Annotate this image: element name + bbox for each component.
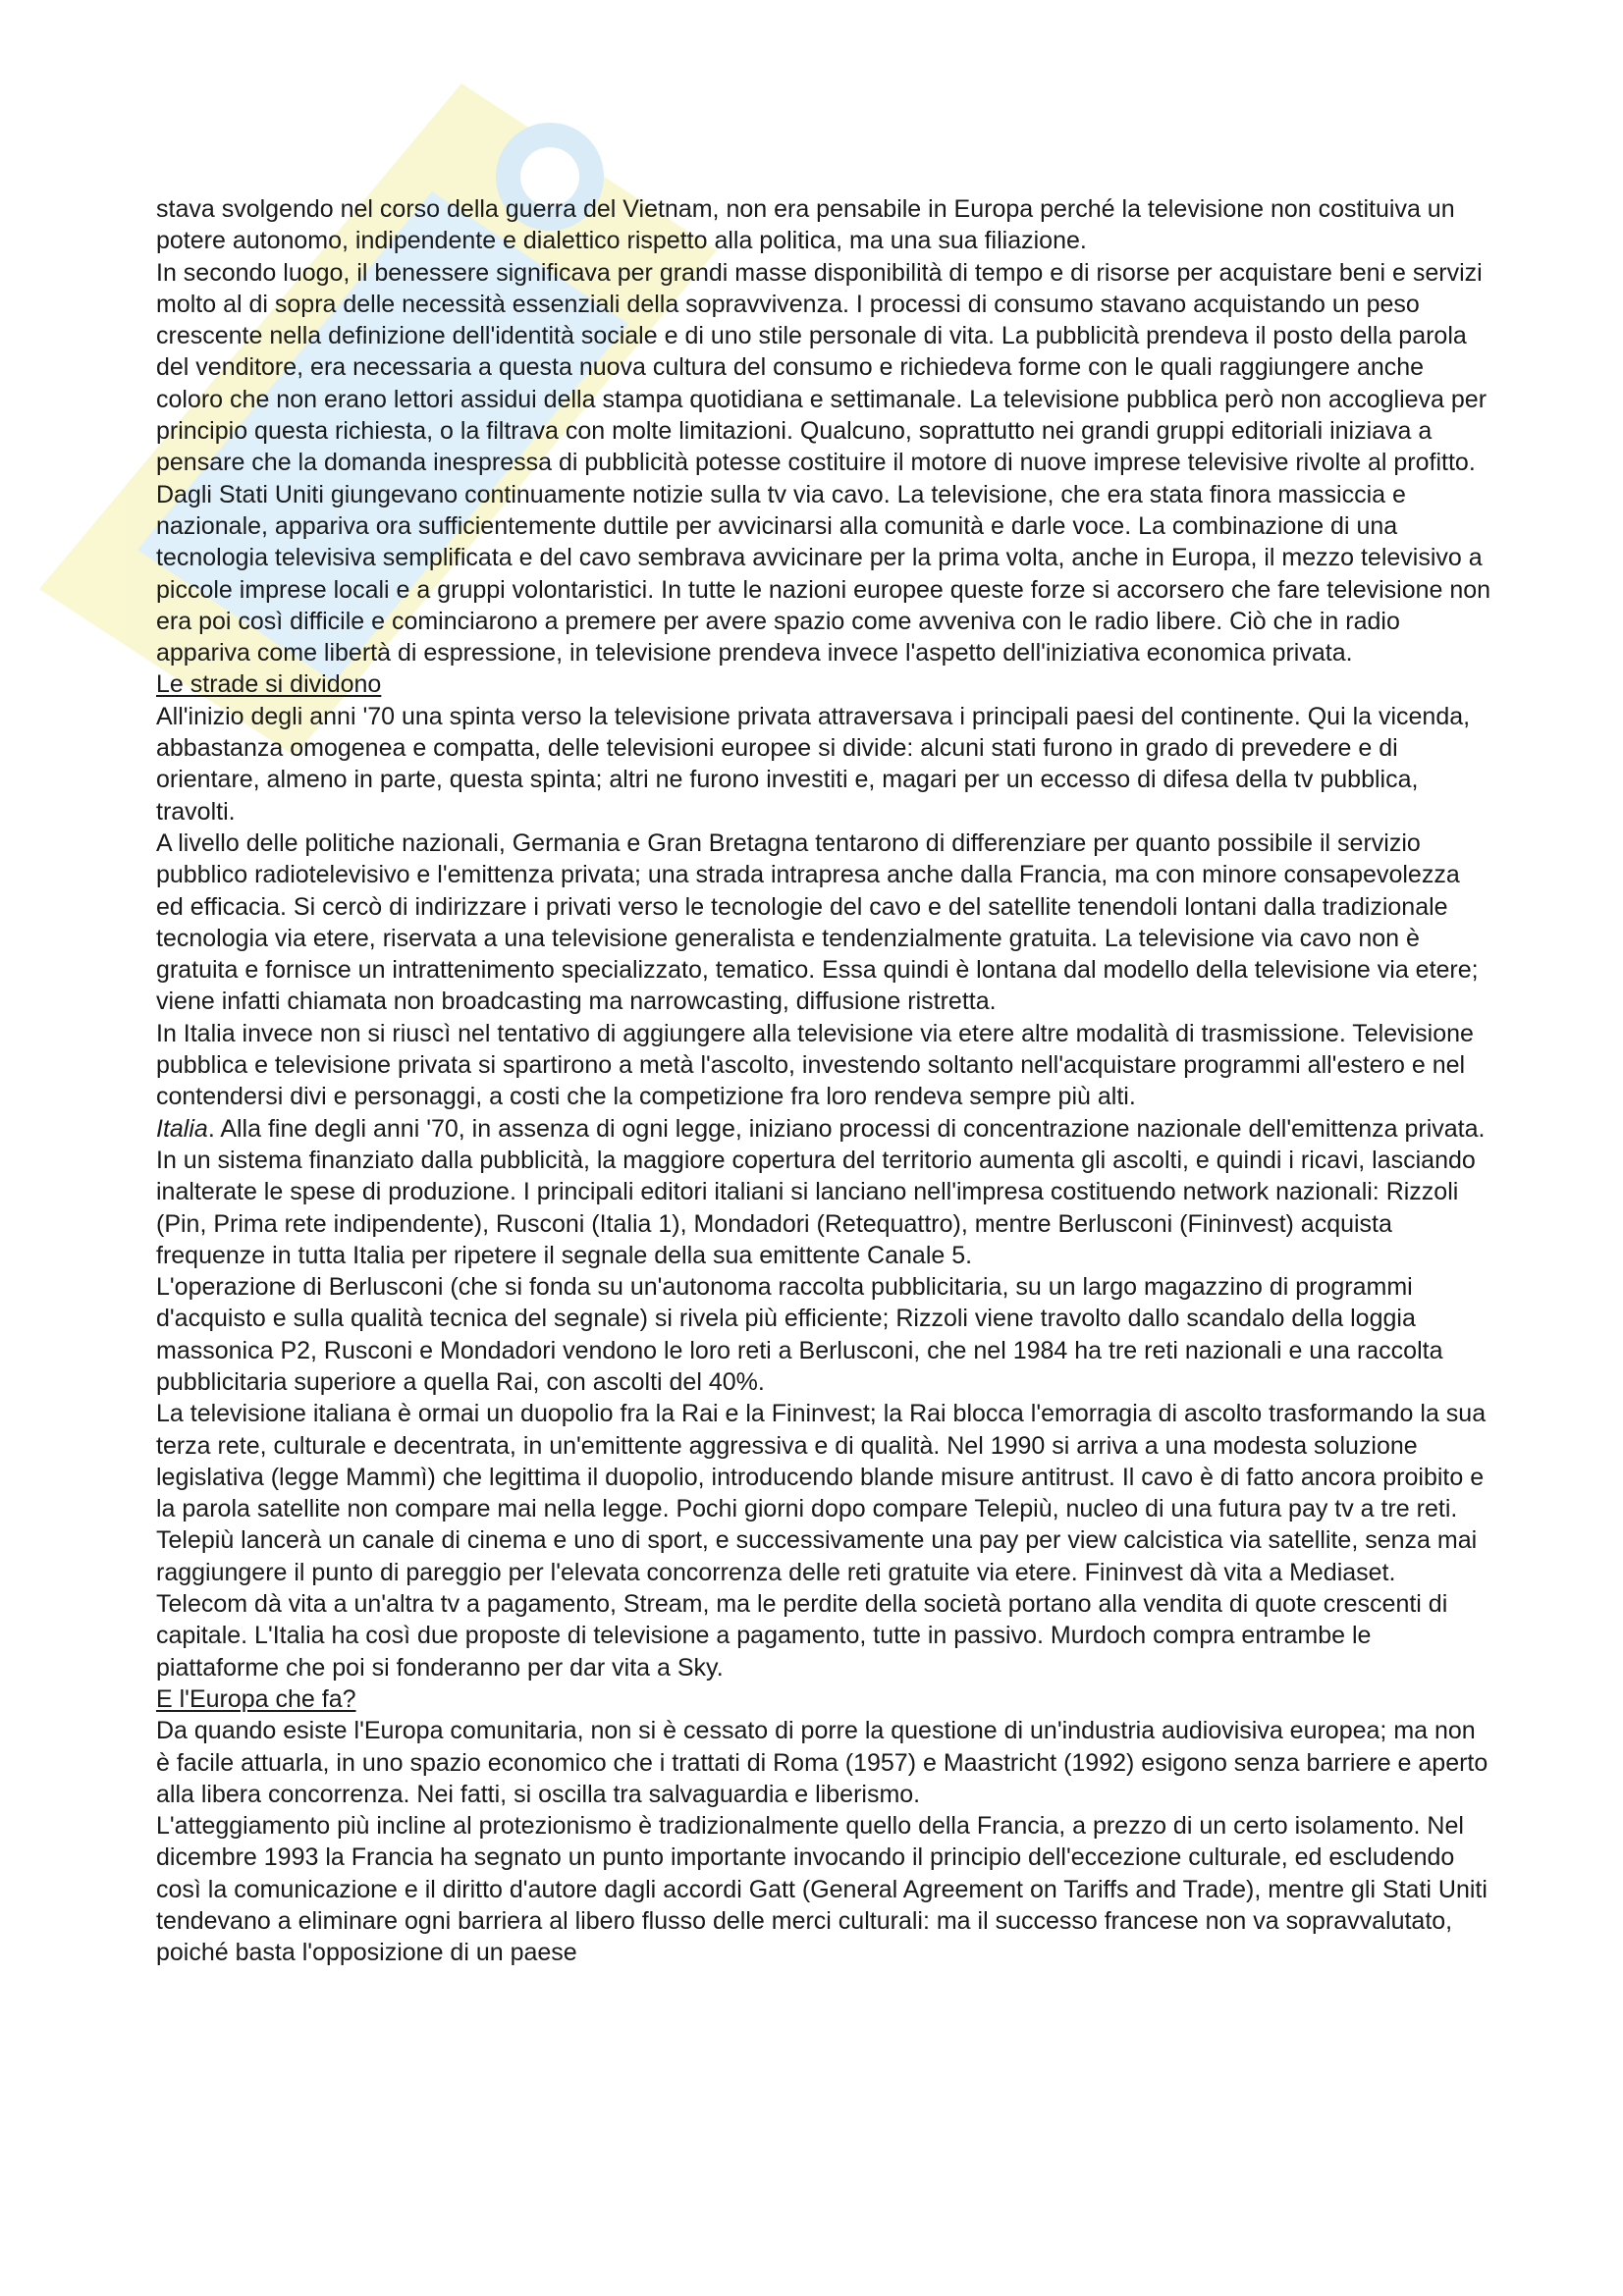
paragraph: La televisione italiana è ormai un duopolio fra la Rai e la Fininvest; la Rai blocca l'emorragia di ascolto trasformando la sua terza rete, culturale e decentrata, in un'emittente aggressiva e di qualità. Nel 1990 si arriva a una modesta soluzione legislativa (legge Mammì) che legittima il duopolio, introducendo blande misure antitrust. Il cavo è di fatto ancora proibito e la parola satellite non compare mai nella legge. Pochi giorni dopo compare Telepiù, nucleo di una futura pay tv a tre reti. Telepiù lancerà un canale di cinema e uno di sport, e successivamente una pay per view calcistica via satellite, senza mai raggiungere il punto di pareggio per l'elevata concorrenza delle reti gratuite via etere. Fininvest dà vita a Mediaset.: [156, 1400, 1487, 1586]
paragraph: L'operazione di Berlusconi (che si fonda su un'autonoma raccolta pubblicitaria, su un largo magazzino di programmi d'acquisto e sulla qualità tecnica del segnale) si rivela più efficiente; Rizzoli viene travolto dallo scandalo della loggia massonica P2, Rusconi e Mondadori vendono le loro reti a Berlusconi, che nel 1984 ha tre reti nazionali e una raccolta pubblicitaria superiore a quella Rai, con ascolti del 40%.: [156, 1273, 1443, 1396]
paragraph: Telecom dà vita a un'altra tv a pagamento, Stream, ma le perdite della società portano alla vendita di quote crescenti di capitale. L'Italia ha così due proposte di televisione a pagamento, tutte in passivo. Murdoch compra entrambe le piattaforme che poi si fonderanno per dar vita a Sky.: [156, 1590, 1448, 1682]
paragraph: A livello delle politiche nazionali, Germania e Gran Bretagna tentarono di differenziare per quanto possibile il servizio pubblico radiotelevisivo e l'emittenza privata; una strada intrapresa anche dalla Francia, ma con minore consapevolezza ed efficacia. Si cercò di indirizzare i privati verso le tecnologie del cavo e del satellite tenendoli lontani dalla tradizionale tecnologia via etere, riservata a una televisione generalista e tendenzialmente gratuita. La televisione via cavo non è gratuita e fornisce un intrattenimento specializzato, tematico. Essa quindi è lontana dal modello della televisione via etere; viene infatti chiamata non broadcasting ma narrowcasting, diffusione ristretta.: [156, 828, 1479, 1016]
italia-text: . Alla fine degli anni '70, in assenza di ogni legge, iniziano processi di concentrazione nazionale dell'emittenza privata. In un sistema finanziato dalla pubblicità, la maggiore copertura del territorio aumenta gli ascolti, e quindi i ricavi, lasciando inalterate le spese di produzione. I principali editori italiani si lanciano nell'impresa costituendo network nazionali: Rizzoli (Pin, Prima rete indipendente), Rusconi (Italia 1), Mondadori (Retequattro), mentre Berlusconi (Fininvest) acquista frequenze in tutta Italia per ripetere il segnale della sua emittente Canale 5.: [156, 1114, 1486, 1269]
paragraph: In secondo luogo, il benessere significava per grandi masse disponibilità di tempo e di risorse per acquistare beni e servizi molto al di sopra delle necessità essenziali della sopravvivenza. I processi di consumo stavano acquistando un peso crescente nella definizione dell'identità sociale e di uno stile personale di vita. La pubblicità prendeva il posto della parola del venditore, era necessaria a questa nuova cultura del consumo e richiedeva forme con le quali raggiungere anche coloro che non erano lettori assidui della stampa quotidiana e settimanale. La televisione pubblica però non accoglieva per principio questa richiesta, o la filtrava con molte limitazioni. Qualcuno, soprattutto nei grandi gruppi editoriali iniziava a pensare che la domanda inespressa di pubblicità potesse costituire il motore di nuove imprese televisive rivolte al profitto.: [156, 258, 1488, 477]
paragraph: In Italia invece non si riuscì nel tentativo di aggiungere alla televisione via etere altre modalità di trasmissione. Televisione pubblica e televisione privata si spartirono a metà l'ascolto, investendo soltanto nell'acquistare programmi all'estero e nel contendersi divi e personaggi, a costi che la competizione fra loro rendeva sempre più alti.: [156, 1019, 1474, 1111]
document-body: [156, 193, 1491, 1969]
paragraph: Dagli Stati Uniti giungevano continuamente notizie sulla tv via cavo. La televisione, che era stata finora massiccia e nazionale, appariva ora sufficientemente duttile per avvicinarsi alla comunità e darle voce. La combinazione di una tecnologia televisiva semplificata e del cavo sembrava avvicinare per la prima volta, anche in Europa, il mezzo televisivo a piccole imprese locali e a gruppi volontaristici. In tutte le nazioni europee queste forze si accorsero che fare televisione non era poi così difficile e cominciarono a premere per avere spazio come avveniva con le radio libere. Ciò che in radio appariva come libertà di espressione, in televisione prendeva invece l'aspetto dell'iniziativa economica privata.: [156, 480, 1491, 667]
paragraph: stava svolgendo nel corso della guerra del Vietnam, non era pensabile in Europa perché la televisione non costituiva un potere autonomo, indipendente e dialettico rispetto alla politica, ma una sua filiazione.: [156, 195, 1455, 255]
section-heading: Le strade si dividono: [156, 670, 382, 699]
paragraph: L'atteggiamento più incline al protezionismo è tradizionalmente quello della Francia, a prezzo di un certo isolamento. Nel dicembre 1993 la Francia ha segnato un punto importante invocando il principio dell'eccezione culturale, ed escludendo così la comunicazione e il diritto d'autore dagli accordi Gatt (General Agreement on Tariffs and Trade), mentre gli Stati Uniti tendevano a eliminare ogni barriera al libero flusso delle merci culturali: ma il successo francese non va sopravvalutato, poiché basta l'opposizione di un paese: [156, 1812, 1488, 1967]
paragraph: All'inizio degli anni '70 una spinta verso la televisione privata attraversava i principali paesi del continente. Qui la vicenda, abbastanza omogenea e compatta, delle televisioni europee si divide: alcuni stati furono in grado di prevedere e di orientare, almeno in parte, questa spinta; altri ne furono investiti e, magari per un eccesso di difesa della tv pubblica, travolti.: [156, 702, 1471, 826]
italia-label: Italia: [156, 1114, 208, 1143]
paragraph-italia: [156, 1113, 1491, 1271]
paragraph: Da quando esiste l'Europa comunitaria, non si è cessato di porre la questione di un'industria audiovisiva europea; ma non è facile attuarla, in uno spazio economico che i trattati di Roma (1957) e Maastricht (1992) esigono senza barriere e aperto alla libera concorrenza. Nei fatti, si oscilla tra salvaguardia e liberismo.: [156, 1717, 1488, 1808]
section-heading: E l'Europa che fa?: [156, 1684, 356, 1713]
